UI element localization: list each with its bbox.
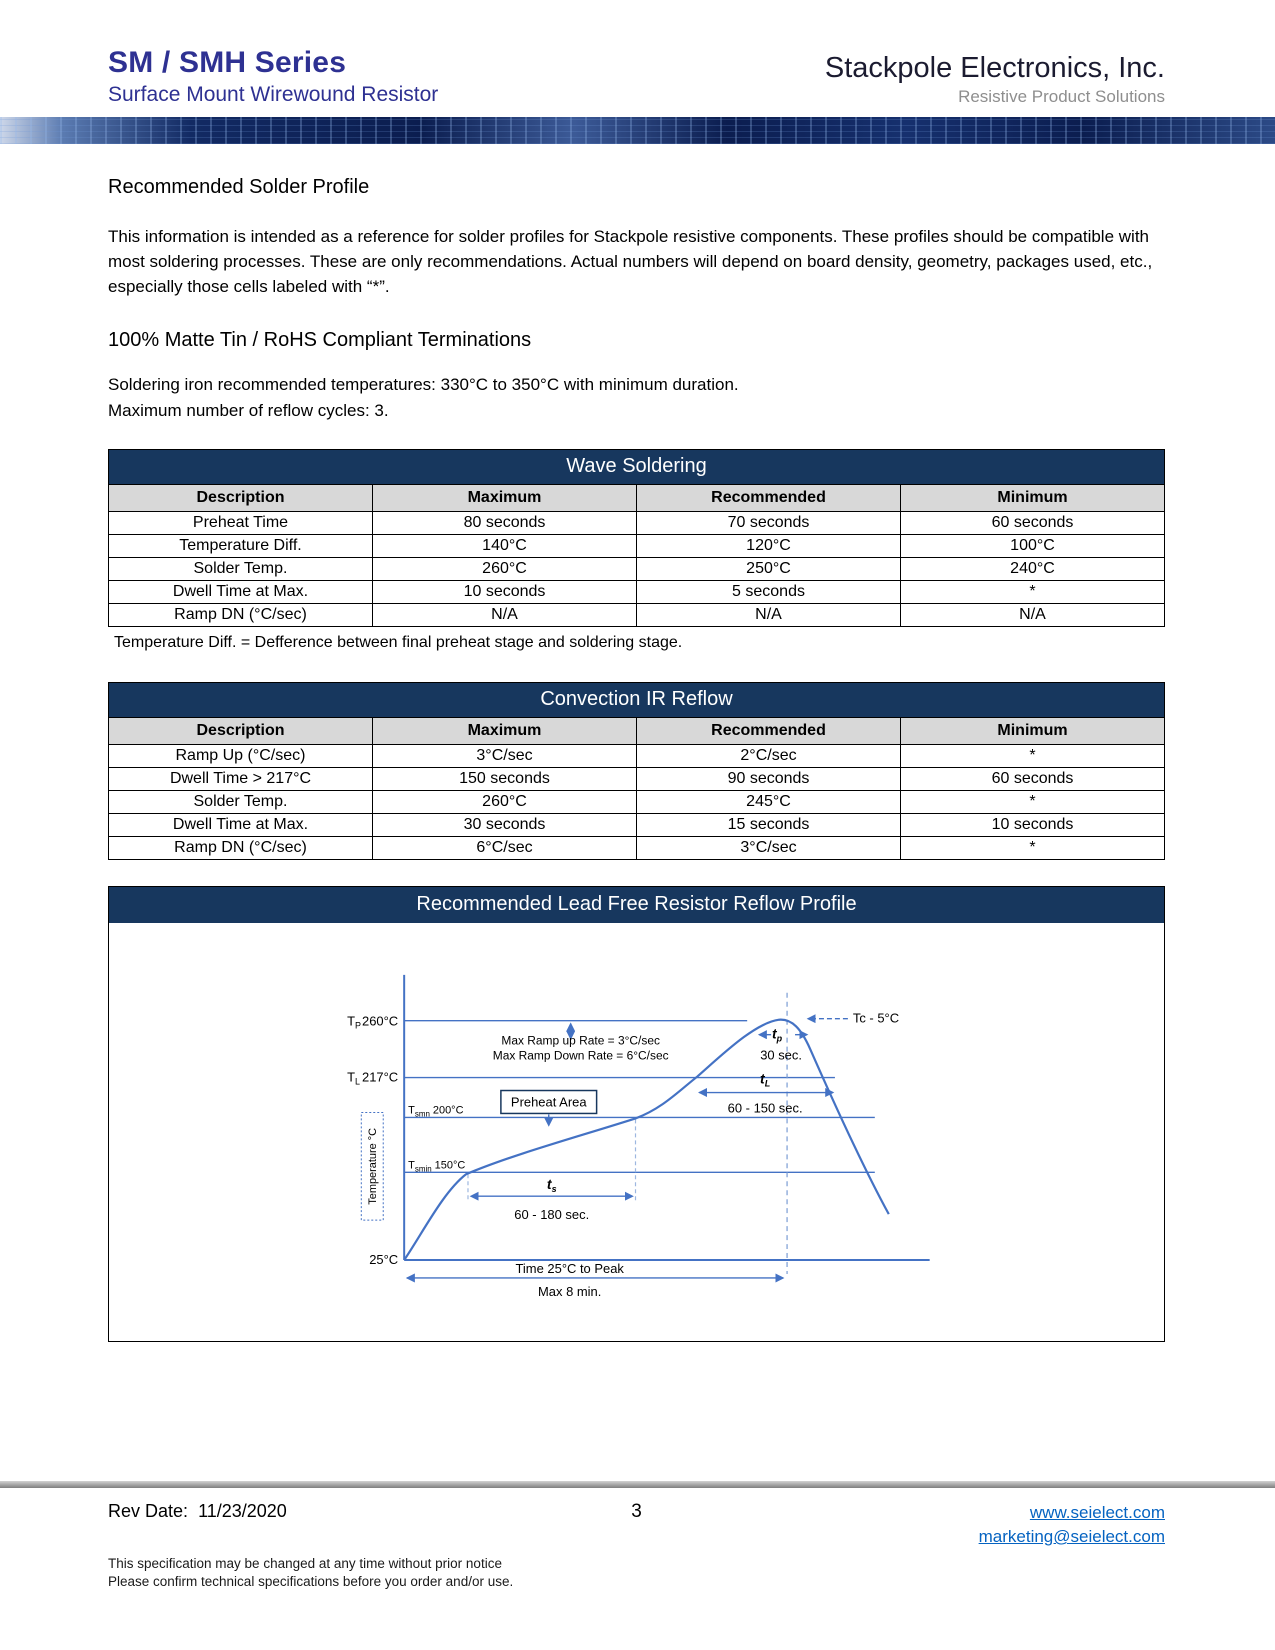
- table-cell: 15 seconds: [637, 814, 901, 837]
- table-row: [109, 558, 1165, 581]
- series-title: SM / SMH Series: [108, 46, 347, 79]
- column-header: Recommended: [637, 485, 901, 512]
- convection-reflow-section: [108, 682, 1165, 860]
- table-cell: 3°C/sec: [637, 837, 901, 860]
- rev-date: [108, 1501, 631, 1522]
- wave-soldering-section: [108, 449, 1165, 627]
- table-cell: 250°C: [637, 558, 901, 581]
- table-cell: N/A: [637, 604, 901, 627]
- table-cell: N/A: [373, 604, 637, 627]
- wave-table-footnote: Temperature Diff. = Defference between final preheat stage and soldering stage.: [114, 634, 683, 651]
- convection-reflow-table: [108, 717, 1165, 860]
- reflow-profile-section: [108, 886, 1165, 1342]
- table-cell: 240°C: [901, 558, 1165, 581]
- table-row: [109, 581, 1165, 604]
- tl-time-value: 60 - 150 sec.: [727, 1100, 803, 1116]
- reflow-cycles-line: Maximum number of reflow cycles: 3.: [108, 401, 389, 420]
- ramp-up-note: Max Ramp up Rate = 3°C/sec: [501, 1033, 660, 1048]
- wave-soldering-table-title: Wave Soldering: [108, 449, 1165, 485]
- table-cell: 60 seconds: [901, 512, 1165, 535]
- table-row: [109, 604, 1165, 627]
- table-cell: 6°C/sec: [373, 837, 637, 860]
- table-cell: 70 seconds: [637, 512, 901, 535]
- table-cell: 30 seconds: [373, 814, 637, 837]
- table-cell: 10 seconds: [901, 814, 1165, 837]
- page-header: [0, 0, 1275, 111]
- email-link[interactable]: marketing@seielect.com: [978, 1527, 1165, 1546]
- footer-divider: [0, 1481, 1275, 1488]
- table-cell: Dwell Time at Max.: [109, 814, 373, 837]
- tl-temp-label: $T_L$ 217°C: [347, 1069, 399, 1087]
- table-cell: 260°C: [373, 791, 637, 814]
- table-row: [109, 837, 1165, 860]
- ambient-temp-label: 25°C: [369, 1252, 399, 1268]
- tsmin-temp-label: $T_{smin}$ 150°C: [408, 1159, 466, 1174]
- section-title-terminations: 100% Matte Tin / RoHS Compliant Terminations: [108, 329, 532, 351]
- table-cell: 3°C/sec: [373, 745, 637, 768]
- ts-time-label: $t_s$: [546, 1176, 557, 1195]
- disclaimer-line-2: Please confirm technical specifications before you order and/or use.: [108, 1574, 514, 1589]
- table-cell: Temperature Diff.: [109, 535, 373, 558]
- tp-time-label: $t_p$: [772, 1025, 783, 1044]
- table-cell: *: [901, 791, 1165, 814]
- convection-reflow-table-title: Convection IR Reflow: [108, 682, 1165, 718]
- ramp-down-note: Max Ramp Down Rate = 6°C/sec: [492, 1048, 669, 1063]
- table-row: [109, 535, 1165, 558]
- company-tagline: Resistive Product Solutions: [958, 87, 1165, 106]
- table-cell: *: [901, 581, 1165, 604]
- table-row: [109, 814, 1165, 837]
- table-cell: 2°C/sec: [637, 745, 901, 768]
- tp-time-value: 30 sec.: [760, 1047, 802, 1063]
- table-cell: 90 seconds: [637, 768, 901, 791]
- reflow-profile-chart: [109, 923, 1164, 1341]
- table-cell: *: [901, 745, 1165, 768]
- section-title-solder-profile: Recommended Solder Profile: [108, 176, 370, 198]
- series-block: [108, 46, 438, 107]
- column-header: Minimum: [901, 718, 1165, 745]
- y-axis-label: Temperature °C: [367, 1127, 380, 1205]
- table-cell: 260°C: [373, 558, 637, 581]
- footer-links: [642, 1501, 1165, 1549]
- time-to-peak-max: Max 8 min.: [538, 1283, 602, 1299]
- footer-main-row: [0, 1488, 1275, 1549]
- table-cell: Dwell Time > 217°C: [109, 768, 373, 791]
- table-header-row: [109, 485, 1165, 512]
- column-header: Recommended: [637, 718, 901, 745]
- page-number: 3: [631, 1501, 642, 1522]
- table-cell: 120°C: [637, 535, 901, 558]
- reflow-profile-title: Recommended Lead Free Resistor Reflow Profile: [109, 887, 1164, 923]
- table-row: [109, 745, 1165, 768]
- column-header: Description: [109, 485, 373, 512]
- rev-date-label: Rev Date:: [108, 1501, 189, 1521]
- table-row: [109, 512, 1165, 535]
- column-header: Description: [109, 718, 373, 745]
- circuit-banner-image: [0, 117, 1275, 144]
- table-cell: 60 seconds: [901, 768, 1165, 791]
- series-subtitle: Surface Mount Wirewound Resistor: [108, 83, 439, 106]
- soldering-iron-line: Soldering iron recommended temperatures: 330°C to 350°C with minimum duration.: [108, 375, 739, 394]
- main-content: [0, 176, 1275, 1342]
- table-cell: Dwell Time at Max.: [109, 581, 373, 604]
- table-cell: 150 seconds: [373, 768, 637, 791]
- company-block: [825, 52, 1165, 107]
- table-cell: 80 seconds: [373, 512, 637, 535]
- rev-date-value: 11/23/2020: [198, 1501, 287, 1521]
- table-row: [109, 768, 1165, 791]
- table-cell: 5 seconds: [637, 581, 901, 604]
- table-cell: 245°C: [637, 791, 901, 814]
- table-cell: N/A: [901, 604, 1165, 627]
- column-header: Maximum: [373, 485, 637, 512]
- column-header: Maximum: [373, 718, 637, 745]
- soldering-notes: [108, 372, 1165, 424]
- intro-paragraph: This information is intended as a reference for solder profiles for Stackpole resistive components. These profiles should be compatible with most soldering processes. These are only recommendations. Actual numbers will depend on board density, geometry, packages used, etc., especially those cells labeled with “*”.: [108, 227, 1153, 296]
- page-footer: [0, 1481, 1275, 1591]
- preheat-area-label: Preheat Area: [510, 1094, 587, 1110]
- table-cell: Ramp DN (°C/sec): [109, 837, 373, 860]
- disclaimer-line-1: This specification may be changed at any time without prior notice: [108, 1556, 502, 1571]
- tl-time-label: $t_L$: [760, 1070, 771, 1089]
- tsmax-temp-label: $T_{smn}$ 200°C: [408, 1104, 464, 1119]
- table-cell: *: [901, 837, 1165, 860]
- table-cell: Solder Temp.: [109, 791, 373, 814]
- table-row: [109, 791, 1165, 814]
- time-to-peak-label: Time 25°C to Peak: [515, 1260, 624, 1276]
- table-cell: Solder Temp.: [109, 558, 373, 581]
- table-cell: Ramp Up (°C/sec): [109, 745, 373, 768]
- table-cell: Preheat Time: [109, 512, 373, 535]
- table-cell: Ramp DN (°C/sec): [109, 604, 373, 627]
- ts-time-value: 60 - 180 sec.: [514, 1207, 590, 1223]
- tc-minus-5-label: Tc - 5°C: [852, 1010, 900, 1026]
- tp-temp-label: $T_P260^\circ C$: [347, 1013, 399, 1031]
- table-cell: 140°C: [373, 535, 637, 558]
- company-name: Stackpole Electronics, Inc.: [824, 52, 1165, 84]
- table-header-row: [109, 718, 1165, 745]
- wave-soldering-table: [108, 484, 1165, 627]
- table-cell: 100°C: [901, 535, 1165, 558]
- disclaimer: [0, 1549, 1275, 1591]
- website-link[interactable]: www.seielect.com: [1029, 1503, 1165, 1522]
- column-header: Minimum: [901, 485, 1165, 512]
- table-cell: 10 seconds: [373, 581, 637, 604]
